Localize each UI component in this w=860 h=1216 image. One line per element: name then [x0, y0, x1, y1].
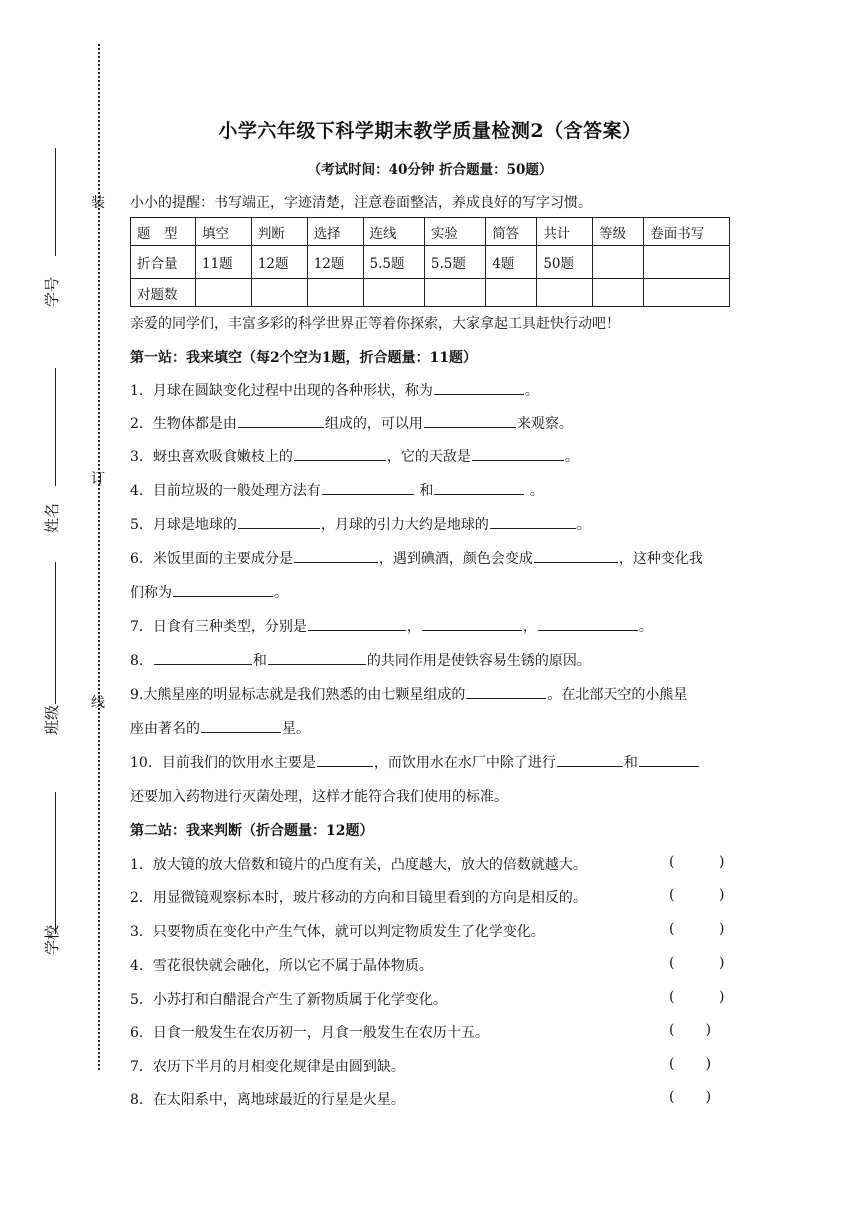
table-cell: 卷面书写: [644, 218, 730, 246]
question-text: 和: [623, 755, 638, 771]
table-cell: 5.5题: [363, 246, 424, 279]
school-label: 学校: [42, 924, 61, 955]
table-cell: 等级: [593, 218, 644, 246]
question-text: 。: [274, 585, 288, 601]
table-cell[interactable]: [363, 279, 424, 307]
answer-blank[interactable]: [154, 650, 252, 665]
answer-blank[interactable]: [466, 684, 546, 699]
table-cell: 12题: [307, 246, 363, 279]
binding-char-xian: 线: [91, 695, 105, 711]
answer-parentheses[interactable]: ( ): [669, 921, 725, 937]
table-row: [131, 246, 730, 279]
table-cell[interactable]: [644, 246, 730, 279]
student-id-line: [55, 148, 56, 256]
table-row: [131, 279, 730, 307]
answer-parentheses[interactable]: ( ): [669, 854, 725, 870]
fill-question-5: [130, 514, 591, 534]
answer-parentheses[interactable]: ( ): [669, 955, 725, 971]
question-text: ，而饮用水在水厂中除了进行: [373, 755, 556, 771]
table-cell: 对题数: [131, 279, 196, 307]
table-cell: 简答: [486, 218, 537, 246]
score-table: [130, 217, 730, 307]
binding-char-ding: 订: [91, 471, 105, 487]
question-text: 6．米饭里面的主要成分是: [130, 551, 293, 567]
fill-question-10: [130, 752, 700, 772]
table-cell[interactable]: [196, 279, 252, 307]
fill-question-9: [130, 684, 687, 704]
judge-question-2: 2．用显微镜观察标本时，玻片移动的方向和目镜里看到的方向是相反的。: [130, 890, 587, 906]
question-text: 组成的，可以用: [324, 416, 423, 432]
question-text: 和: [414, 483, 434, 499]
table-cell[interactable]: [644, 279, 730, 307]
name-line: [55, 368, 56, 486]
question-text: 。: [525, 483, 544, 499]
answer-parentheses[interactable]: ( ): [669, 1089, 712, 1105]
table-cell[interactable]: [537, 279, 593, 307]
table-cell: 12题: [251, 246, 307, 279]
question-text: 们称为: [130, 585, 172, 601]
class-label: 班级: [42, 704, 61, 735]
exam-info: （考试时间：40分钟 折合题量：50题）: [307, 162, 553, 178]
question-text: 座由著名的: [130, 721, 200, 737]
answer-blank[interactable]: [538, 616, 638, 631]
question-text: 9.大熊星座的明显标志就是我们熟悉的由七颗星组成的: [130, 687, 466, 703]
table-cell: 填空: [196, 218, 252, 246]
question-text: ，: [522, 619, 537, 635]
question-text: 8．: [130, 653, 153, 669]
table-cell: 判断: [251, 218, 307, 246]
question-text: 2．生物体都是由: [130, 416, 237, 432]
table-cell: 选择: [307, 218, 363, 246]
school-line: [55, 792, 56, 934]
question-text: 和: [252, 653, 267, 669]
fill-question-3: [130, 446, 579, 466]
answer-blank[interactable]: [294, 446, 386, 461]
question-text: 。: [576, 517, 591, 533]
question-text: ，遇到碘酒，颜色会变成: [378, 551, 533, 567]
student-id-label: 学号: [42, 276, 61, 307]
question-text: 星。: [282, 721, 310, 737]
table-cell: 连线: [363, 218, 424, 246]
binding-char-zhuang: 装: [91, 195, 105, 211]
answer-blank[interactable]: [201, 718, 281, 733]
answer-blank[interactable]: [490, 514, 576, 529]
judge-question-3: 3．只要物质在变化中产生气体，就可以判定物质发生了化学变化。: [130, 924, 545, 940]
table-cell: 4题: [486, 246, 537, 279]
table-cell: 题 型: [131, 218, 196, 246]
table-cell: 50题: [537, 246, 593, 279]
question-text: ，月球的引力大约是地球的: [320, 517, 489, 533]
table-cell: 实验: [424, 218, 485, 246]
table-cell[interactable]: [307, 279, 363, 307]
answer-parentheses[interactable]: ( ): [669, 1022, 712, 1038]
answer-parentheses[interactable]: ( ): [669, 1056, 712, 1072]
answer-parentheses[interactable]: ( ): [669, 887, 725, 903]
table-cell[interactable]: [593, 246, 644, 279]
table-cell: 折合量: [131, 246, 196, 279]
class-line: [55, 562, 56, 704]
question-text: 。: [638, 619, 653, 635]
answer-blank[interactable]: [294, 548, 378, 563]
answer-parentheses[interactable]: ( ): [669, 989, 725, 1005]
answer-blank[interactable]: [424, 413, 516, 428]
judge-question-4: 4．雪花很快就会融化，所以它不属于晶体物质。: [130, 958, 433, 974]
answer-blank[interactable]: [534, 548, 618, 563]
name-label: 姓名: [42, 502, 61, 533]
answer-blank[interactable]: [173, 582, 273, 597]
reminder-text: 小小的提醒：书写端正，字迹清楚，注意卷面整洁，养成良好的写字习惯。: [130, 195, 592, 211]
answer-blank[interactable]: [434, 480, 524, 495]
page-title: 小学六年级下科学期末教学质量检测2（含答案）: [218, 120, 642, 142]
question-text: 。: [524, 383, 539, 399]
question-text: 10．目前我们的饮用水主要是: [130, 755, 316, 771]
judge-question-7: 7．农历下半月的月相变化规律是由圆到缺。: [130, 1059, 405, 1075]
question-text: ，: [406, 619, 421, 635]
answer-blank[interactable]: [317, 752, 373, 767]
question-text: 。在北部天空的小熊星: [547, 687, 688, 703]
question-text: 1．月球在圆缺变化过程中出现的各种形状，称为: [130, 383, 433, 399]
section2-heading: 第二站：我来判断（折合题量：12题）: [130, 823, 374, 839]
fill-question-10-cont: 还要加入药物进行灭菌处理，这样才能符合我们使用的标准。: [130, 789, 508, 805]
judge-question-8: 8．在太阳系中，离地球最近的行星是火星。: [130, 1092, 405, 1108]
question-text: 4．目前垃圾的一般处理方法有: [130, 483, 321, 499]
table-row: [131, 218, 730, 246]
answer-blank[interactable]: [434, 380, 524, 395]
fill-question-9-cont: [130, 718, 310, 738]
judge-question-6: 6．日食一般发生在农历初一，月食一般发生在农历十五。: [130, 1025, 489, 1041]
answer-blank[interactable]: [238, 413, 324, 428]
table-cell[interactable]: [593, 279, 644, 307]
question-text: 来观察。: [516, 416, 573, 432]
question-text: ，它的天敌是: [386, 449, 471, 465]
answer-blank[interactable]: [639, 752, 699, 767]
table-cell: 共计: [537, 218, 593, 246]
fill-question-4: [130, 480, 544, 500]
fill-question-2: [130, 413, 573, 433]
answer-blank[interactable]: [308, 616, 406, 631]
answer-blank[interactable]: [557, 752, 623, 767]
answer-blank[interactable]: [322, 480, 414, 495]
fill-question-7: [130, 616, 653, 636]
question-text: 的共同作用是使铁容易生锈的原因。: [366, 653, 591, 669]
table-cell[interactable]: [251, 279, 307, 307]
fill-question-8: [130, 650, 591, 670]
table-cell: 5.5题: [424, 246, 485, 279]
answer-blank[interactable]: [238, 514, 320, 529]
question-text: 7．日食有三种类型，分别是: [130, 619, 307, 635]
question-text: 3．蚜虫喜欢吸食嫩枝上的: [130, 449, 293, 465]
answer-blank[interactable]: [422, 616, 522, 631]
table-cell[interactable]: [424, 279, 485, 307]
question-text: 。: [564, 449, 579, 465]
question-text: ，这种变化我: [618, 551, 703, 567]
answer-blank[interactable]: [472, 446, 564, 461]
table-cell[interactable]: [486, 279, 537, 307]
judge-question-5: 5．小苏打和白醋混合产生了新物质属于化学变化。: [130, 992, 447, 1008]
judge-question-1: 1．放大镜的放大倍数和镜片的凸度有关，凸度越大，放大的倍数就越大。: [130, 857, 587, 873]
fill-question-6-cont: [130, 582, 288, 602]
table-cell: 11题: [196, 246, 252, 279]
fill-question-1: [130, 380, 539, 400]
intro-text: 亲爱的同学们，丰富多彩的科学世界正等着你探索，大家拿起工具赶快行动吧！: [130, 316, 620, 332]
question-text: 5．月球是地球的: [130, 517, 237, 533]
section1-heading: 第一站：我来填空（每2个空为1题，折合题量：11题）: [130, 350, 477, 366]
fill-question-6: [130, 548, 703, 568]
answer-blank[interactable]: [268, 650, 366, 665]
